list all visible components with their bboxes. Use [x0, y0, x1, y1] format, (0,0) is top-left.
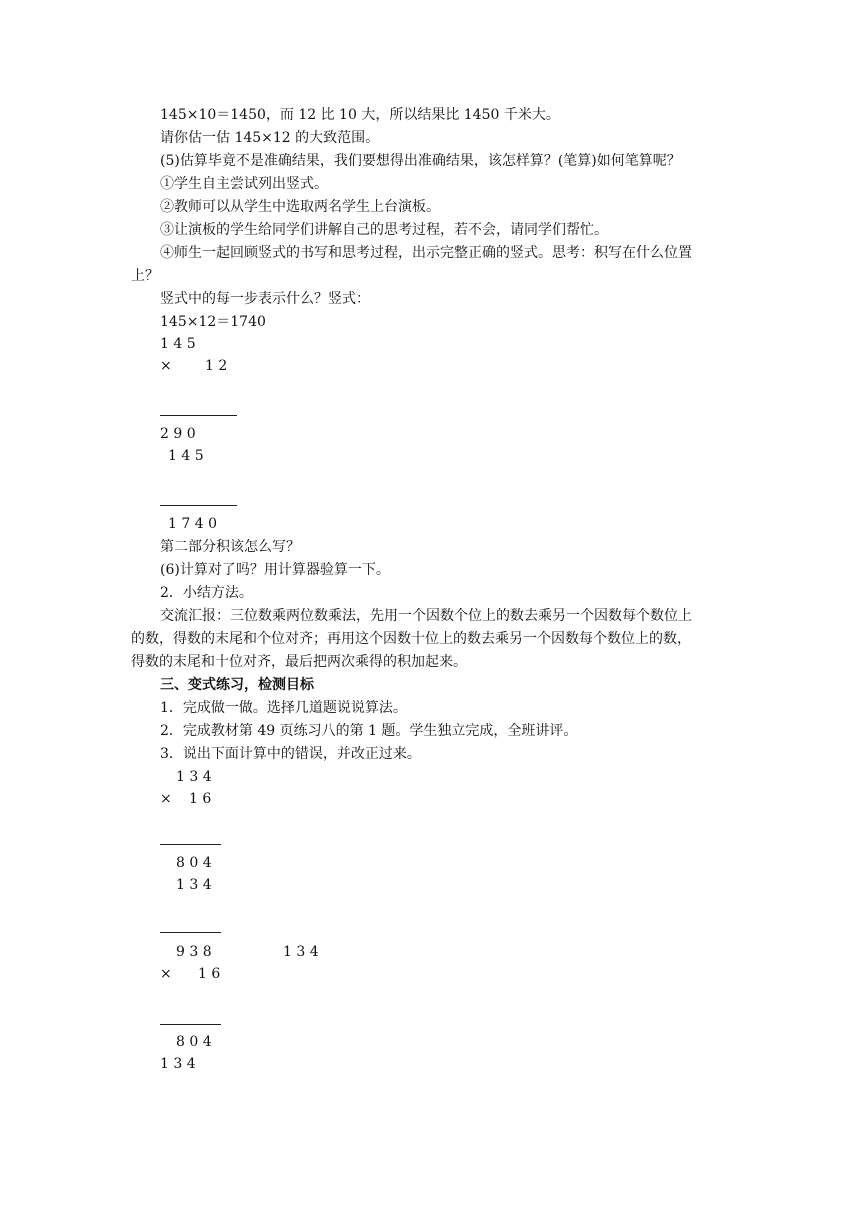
calc1-partial-1: 2 9 0	[160, 426, 196, 442]
calc3-multiplicand: 1 3 4	[283, 944, 319, 960]
text-line: 请你估一估 145×12 的大致范围。	[160, 130, 380, 146]
calc1-times-sign: ×	[160, 358, 172, 374]
calc2-partial-1: 8 0 4	[176, 855, 212, 871]
calc2-result: 9 3 8	[176, 944, 212, 960]
text-line: ①学生自主尝试列出竖式。	[160, 176, 328, 192]
calc1-result: 1 7 4 0	[168, 516, 217, 532]
text-line: ③让演板的学生给同学们讲解自己的思考过程，若不会，请同学们帮忙。	[160, 222, 608, 238]
calc1-rule-1	[160, 415, 237, 416]
text-line: 2．完成教材第 49 页练习八的第 1 题。学生独立完成，全班讲评。	[160, 723, 578, 739]
text-line: 145×10＝1450，而 12 比 10 大，所以结果比 1450 千米大。	[160, 107, 560, 123]
calc3-times-sign: ×	[160, 966, 172, 982]
calc3-multiplier: 1 6	[198, 966, 221, 982]
section-heading: 三、变式练习，检测目标	[160, 677, 314, 693]
calc1-multiplicand: 1 4 5	[160, 336, 196, 352]
text-line: 得数的末尾和十位对齐，最后把两次乘得的积加起来。	[131, 654, 467, 670]
calc3-partial-1: 8 0 4	[176, 1034, 212, 1050]
text-line: ④师生一起回顾竖式的书写和思考过程，出示完整正确的竖式。思考：积写在什么位置	[160, 245, 692, 261]
calc1-rule-2	[160, 505, 237, 506]
calc1-multiplier: 1 2	[205, 358, 228, 374]
text-line: 竖式中的每一步表示什么？竖式：	[160, 291, 370, 307]
text-line: 第二部分积该怎么写？	[160, 539, 300, 555]
calc2-partial-2: 1 3 4	[176, 877, 212, 893]
text-line: 1．完成做一做。选择几道题说说算法。	[160, 700, 407, 716]
calc3-partial-2: 1 3 4	[160, 1056, 196, 1072]
text-line: 交流汇报：三位数乘两位数乘法，先用一个因数个位上的数去乘另一个因数每个数位上	[160, 608, 692, 624]
calc2-rule-2	[160, 932, 221, 933]
text-line: (6)计算对了吗？用计算器验算一下。	[160, 562, 390, 578]
calc2-times-sign: ×	[160, 791, 172, 807]
text-line: (5)估算毕竟不是准确结果，我们要想得出准确结果，该怎样算？(笔算)如何笔算呢？	[160, 153, 681, 169]
text-line: ②教师可以从学生中选取两名学生上台演板。	[160, 199, 440, 215]
text-line: 上？	[131, 268, 159, 284]
calc2-rule-1	[160, 844, 221, 845]
text-line: 的数，得数的末尾和个位对齐；再用这个因数十位上的数去乘另一个因数每个数位上的数，	[131, 631, 691, 647]
text-line: 2．小结方法。	[160, 585, 253, 601]
equation-line: 145×12＝1740	[160, 314, 266, 330]
calc3-rule-1	[160, 1024, 221, 1025]
calc2-multiplicand: 1 3 4	[176, 769, 212, 785]
calc1-partial-2: 1 4 5	[168, 448, 204, 464]
calc2-multiplier: 1 6	[189, 791, 212, 807]
text-line: 3．说出下面计算中的错误，并改正过来。	[160, 746, 421, 762]
